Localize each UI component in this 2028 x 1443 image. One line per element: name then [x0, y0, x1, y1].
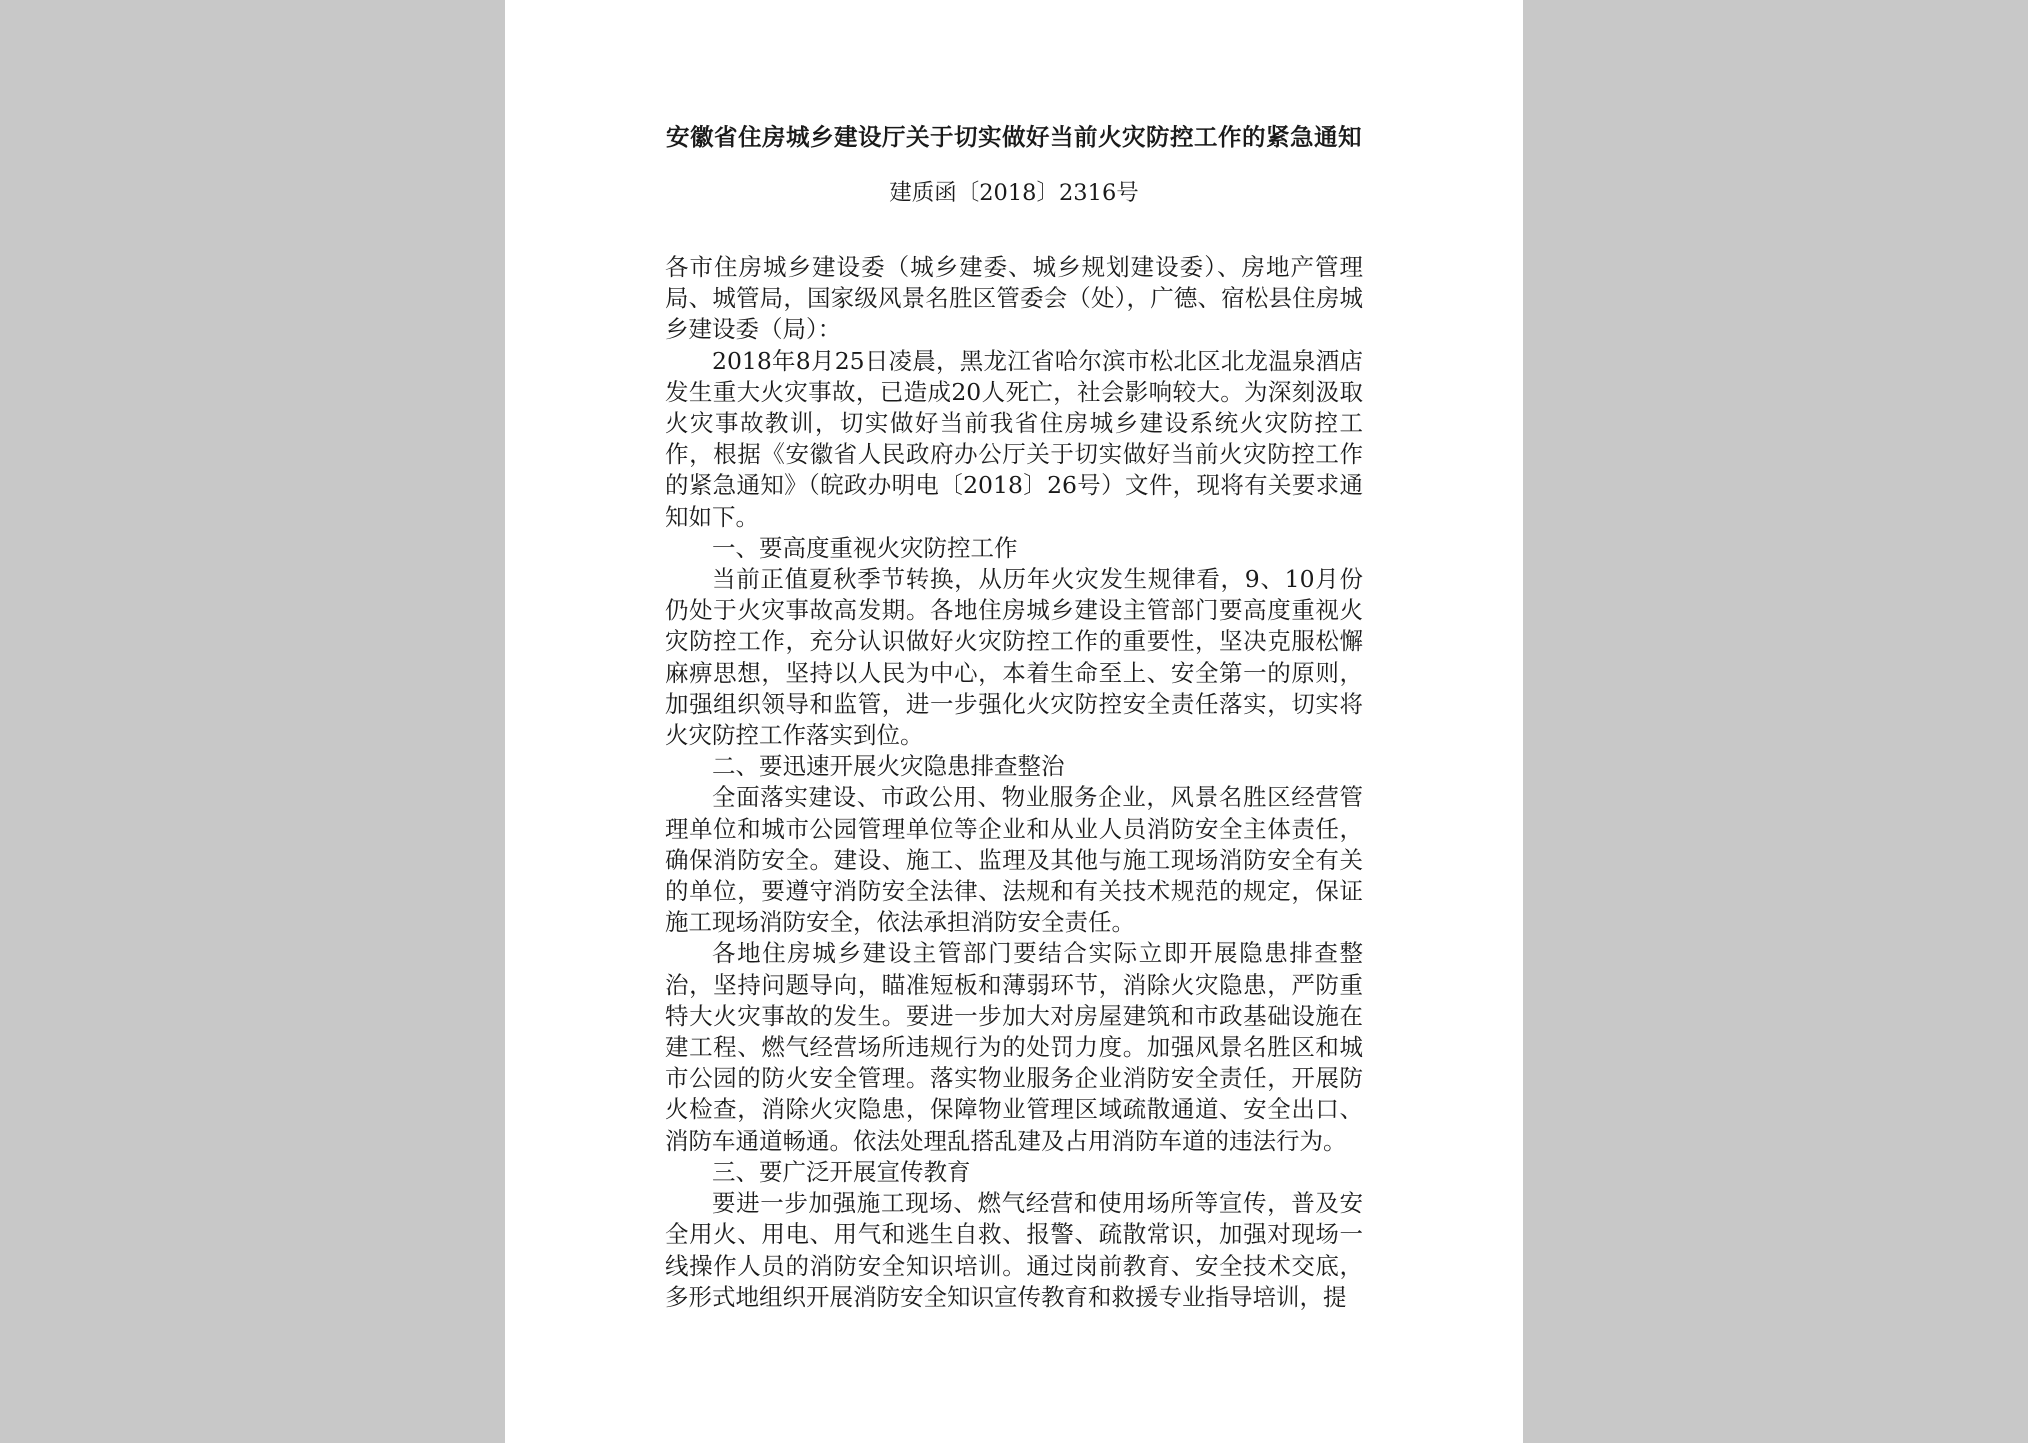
- body-paragraph: 当前正值夏秋季节转换，从历年火灾发生规律看，9、10月份仍处于火灾事故高发期。各地住房城乡建设主管部门要高度重视火灾防控工作，充分认识做好火灾防控工作的重要性，坚决克服松懈麻痹思想，坚持以人民为中心，本着生命至上、安全第一的原则，加强组织领导和监管，进一步强化火灾防控安全责任落实，切实将火灾防控工作落实到位。: [665, 565, 1363, 750]
- body-paragraph: 全面落实建设、市政公用、物业服务企业，风景名胜区经营管理单位和城市公园管理单位等企业和从业人员消防安全主体责任，确保消防安全。建设、施工、监理及其他与施工现场消防安全有关的单位，要遵守消防安全法律、法规和有关技术规范的规定，保证施工现场消防安全，依法承担消防安全责任。: [665, 783, 1363, 937]
- body-paragraph: 2018年8月25日凌晨，黑龙江省哈尔滨市松北区北龙温泉酒店发生重大火灾事故，已造成20人死亡，社会影响较大。为深刻汲取火灾事故教训，切实做好当前我省住房城乡建设系统火灾防控工作，根据《安徽省人民政府办公厅关于切实做好当前火灾防控工作的紧急通知》（皖政办明电〔2018〕26号）文件，现将有关要求通知如下。: [665, 346, 1363, 531]
- document-title: 安徽省住房城乡建设厅关于切实做好当前火灾防控工作的紧急通知: [666, 123, 1362, 151]
- body-paragraph: 各地住房城乡建设主管部门要结合实际立即开展隐患排查整治，坚持问题导向，瞄准短板和薄弱环节，消除火灾隐患，严防重特大火灾事故的发生。要进一步加大对房屋建筑和市政基础设施在建工程、燃气经营场所违规行为的处罚力度。加强风景名胜区和城市公园的防火安全管理。落实物业服务企业消防安全责任，开展防火检查，消除火灾隐患，保障物业管理区域疏散通道、安全出口、消防车通道畅通。依法处理乱搭乱建及占用消防车道的违法行为。: [665, 939, 1363, 1155]
- section-heading: 一、要高度重视火灾防控工作: [712, 533, 1018, 562]
- body-paragraph: 要进一步加强施工现场、燃气经营和使用场所等宣传，普及安全用火、用电、用气和逃生自救、报警、疏散常识，加强对现场一线操作人员的消防安全知识培训。通过岗前教育、安全技术交底，多形式地组织开展消防安全知识宣传教育和救援专业指导培训，提: [665, 1189, 1363, 1311]
- section-heading: 二、要迅速开展火灾隐患排查整治: [712, 752, 1065, 781]
- salutation: 各市住房城乡建设委（城乡建委、城乡规划建设委）、房地产管理局、城管局，国家级风景名胜区管委会（处），广德、宿松县住房城乡建设委（局）：: [665, 253, 1363, 344]
- section-heading: 三、要广泛开展宣传教育: [712, 1157, 971, 1186]
- document-body: [665, 252, 1363, 1313]
- document-number: 建质函〔2018〕2316号: [889, 180, 1139, 206]
- document-page: [505, 0, 1523, 1443]
